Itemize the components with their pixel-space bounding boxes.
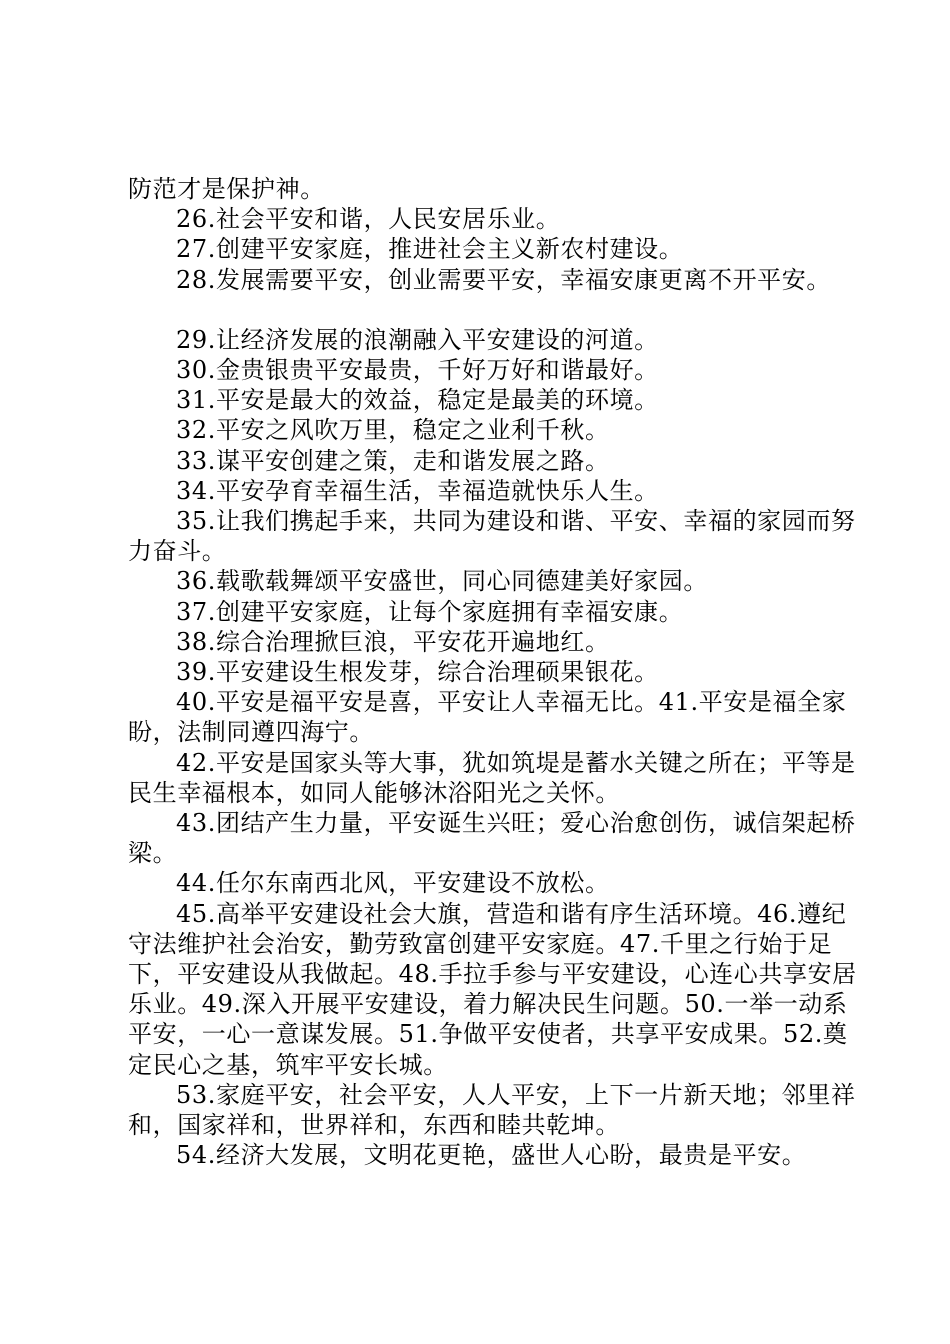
slogan-27: 27.创建平安家庭，推进社会主义新农村建设。 [176, 235, 684, 264]
paragraph-gap [128, 295, 858, 325]
slogan-40-41: 40.平安是福平安是喜，平安让人幸福无比。41.平安是福全家盼，法制同遵四海宁。 [128, 688, 847, 747]
slogan-26: 26.社会平安和谐，人民安居乐业。 [176, 205, 561, 234]
document-body [128, 174, 858, 1171]
slogan-29: 29.让经济发展的浪潮融入平安建设的河道。 [176, 325, 659, 354]
slogan-38: 38.综合治理掀巨浪，平安花开遍地红。 [176, 627, 610, 656]
slogan-31: 31.平安是最大的效益，稳定是最美的环境。 [176, 386, 659, 415]
slogan-33: 33.谋平安创建之策，走和谐发展之路。 [176, 446, 610, 475]
slogan-53: 53.家庭平安，社会平安，人人平安，上下一片新天地；邻里祥和，国家祥和，世界祥和，东西和睦共乾坤。 [128, 1080, 856, 1140]
slogan-42: 42.平安是国家头等大事，犹如筑堤是蓄水关键之所在；平等是民生幸福根本，如同人能够沐浴阳光之关怀。 [128, 748, 856, 807]
slogan-43: 43.团结产生力量，平安诞生兴旺；爱心治愈创伤，诚信架起桥梁。 [128, 809, 856, 868]
slogan-44: 44.任尔东南西北风，平安建设不放松。 [176, 869, 610, 898]
slogan-54: 54.经济大发展，文明花更艳，盛世人心盼，最贵是平安。 [176, 1141, 807, 1170]
slogan-28: 28.发展需要平安，创业需要平安，幸福安康更离不开平安。 [176, 265, 831, 294]
slogan-39: 39.平安建设生根发芽，综合治理硕果银花。 [176, 658, 659, 687]
slogan-35: 35.让我们携起手来，共同为建设和谐、平安、幸福的家园而努力奋斗。 [128, 507, 856, 566]
slogan-32: 32.平安之风吹万里，稳定之业利千秋。 [176, 416, 610, 445]
slogan-36: 36.载歌载舞颂平安盛世，同心同德建美好家园。 [176, 567, 708, 596]
slogan-34: 34.平安孕育幸福生活，幸福造就快乐人生。 [176, 476, 659, 505]
slogan-45-52: 45.高举平安建设社会大旗，营造和谐有序生活环境。46.遵纪守法维护社会治安，勤劳致富创建平安家庭。47.千里之行始于足下，平安建设从我做起。48.手拉手参与平安建设，心连心共享安居乐业。49.深入开展平安建设，着力解决民生问题。50.一举一动系平安，一心一意谋发展。51.争做平安使者，共享平安成果。52.奠定民心之基，筑牢平安长城。 [128, 899, 857, 1079]
paragraph-intro: 防范才是保护神。 [128, 175, 325, 203]
slogan-30: 30.金贵银贵平安最贵，千好万好和谐最好。 [176, 356, 659, 385]
slogan-37: 37.创建平安家庭，让每个家庭拥有幸福安康。 [176, 597, 684, 626]
